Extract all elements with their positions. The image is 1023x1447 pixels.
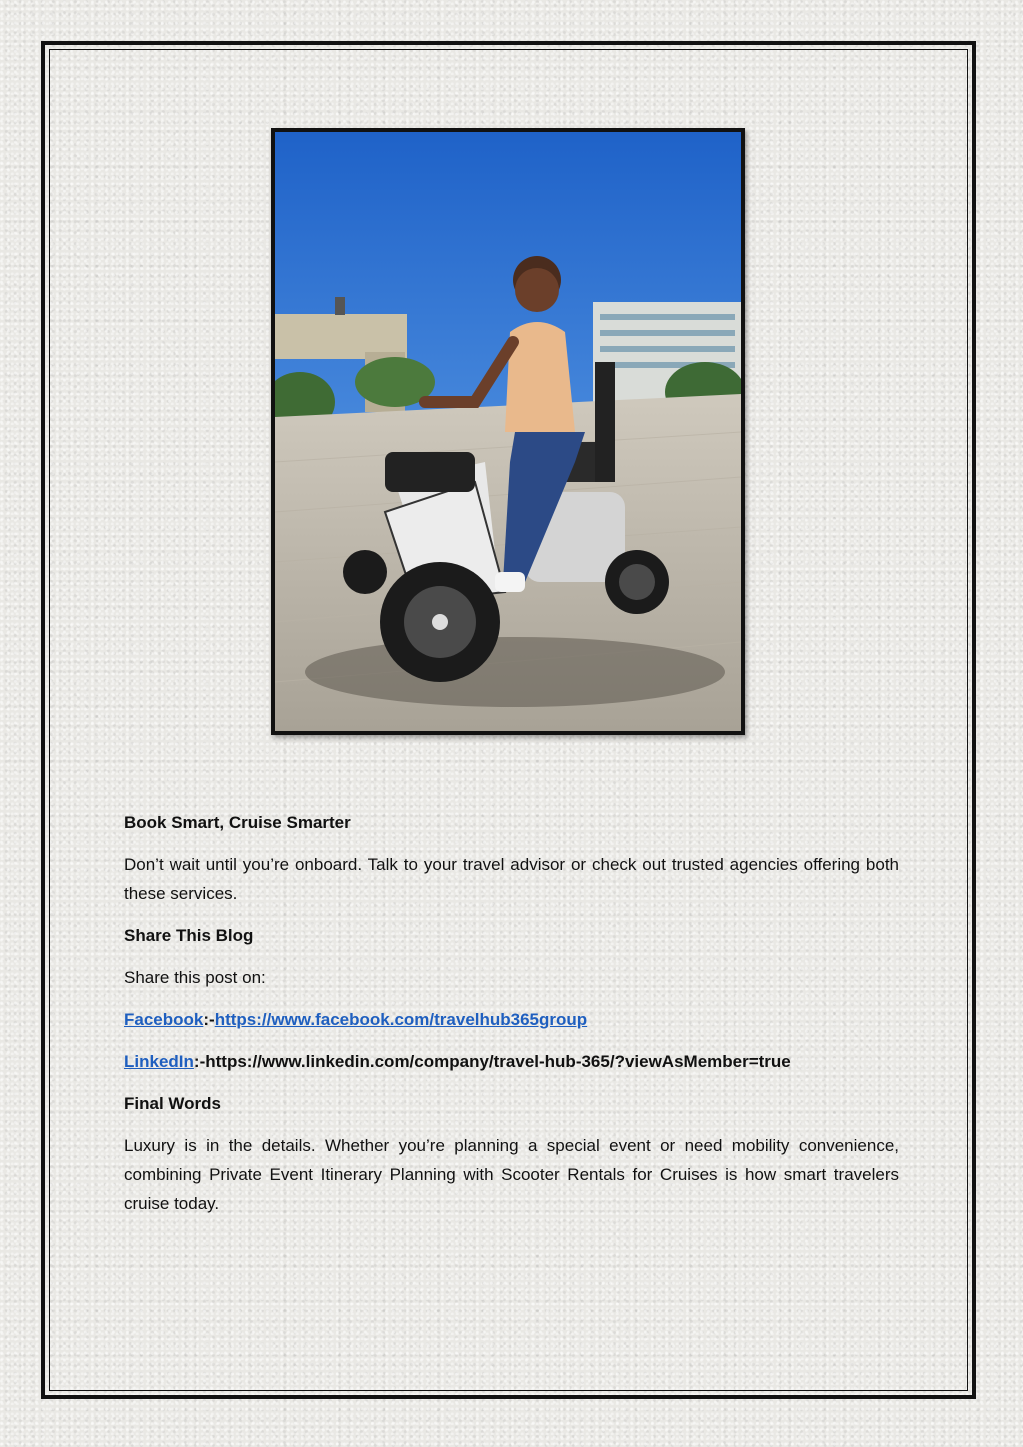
facebook-url-link[interactable]: https://www.facebook.com/travelhub365group	[214, 1010, 588, 1029]
article-content	[124, 808, 899, 1218]
linkedin-link[interactable]: LinkedIn	[124, 1052, 194, 1071]
share-blog-heading: Share This Blog	[124, 926, 254, 945]
linkedin-separator: :-	[193, 1052, 206, 1071]
facebook-share-line	[124, 1005, 899, 1034]
linkedin-share-line	[124, 1047, 899, 1076]
final-words-heading: Final Words	[124, 1094, 221, 1113]
book-smart-heading: Book Smart, Cruise Smarter	[124, 813, 351, 832]
final-words-paragraph: Luxury is in the details. Whether you’re planning a special event or need mobility convenience, combining Private Event Itinerary Planning with Scooter Rentals for Cruises is how smart travelers cruise today.	[124, 1136, 899, 1213]
woman-on-mobility-scooter-photo	[271, 128, 745, 735]
share-intro-text: Share this post on:	[124, 968, 266, 987]
linkedin-url-text: https://www.linkedin.com/company/travel-hub-365/?viewAsMember=true	[205, 1052, 791, 1071]
book-smart-paragraph: Don’t wait until you’re onboard. Talk to your travel advisor or check out trusted agencies offering both these services.	[124, 855, 899, 903]
facebook-link[interactable]: Facebook	[124, 1010, 204, 1029]
facebook-separator: :-	[203, 1010, 215, 1029]
scooter-photo-illustration	[275, 132, 741, 731]
